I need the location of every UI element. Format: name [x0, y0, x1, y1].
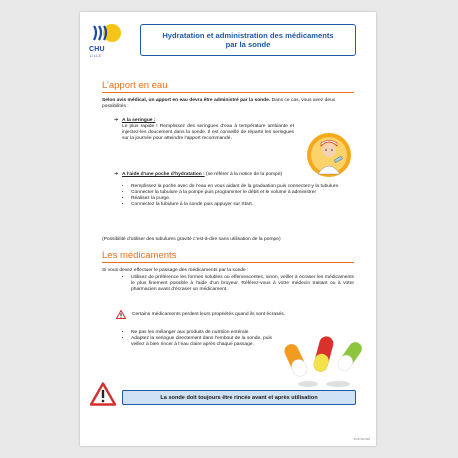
- meds-tips: [122, 330, 272, 348]
- syringe-text: Le plus rapide ! Remplissez des seringues d’eau à température ambiante et injectez-les doucement dans la sonde. Il est conseillé de répartir les seringues sur la journée pour atteindre l’apport recommandé.: [122, 124, 294, 142]
- warning-icon: [116, 310, 126, 319]
- list-item: • Utilisez de préférence les formes solubles ou effervescentes, sinon, veiller à écraser les médicaments le plus finement possible à l’aide d’un broyeur. Référez-vous à votre médecin traitant ou à votre pharmacien avant d’écraser un médicament.: [131, 275, 354, 293]
- water-intro: [102, 98, 354, 110]
- warning-icon-large: [90, 382, 116, 406]
- water-intro-bold: Selon avis médical, un apport en eau devra être administré par la sonde.: [102, 98, 271, 103]
- meds-intro: Si vous devez effectuer le passage des médicaments par la sonde :: [102, 268, 249, 273]
- list-item: • Adaptez la seringue directement dans l’embout de la sonde, puis veillez à bien rincer à l’eau claire après chaque passage.: [131, 336, 272, 348]
- pouch-note: (se référer à la notice de la pompe): [204, 172, 283, 177]
- syringe-block: [114, 118, 294, 142]
- arrow-icon: ➔: [114, 172, 119, 177]
- logo-text: CHU: [89, 46, 105, 53]
- section-heading-water: L’apport en eau: [102, 80, 354, 93]
- document-page: [80, 12, 376, 446]
- gravity-note: (Possibilité d’utiliser des tubulures gravité c’est-à-dire sans utilisation de la pompe): [102, 237, 281, 242]
- pouch-title: A l’aide d’une poche d’hydratation :: [122, 172, 205, 177]
- rinse-banner: La sonde doit toujours être rincée avant et après utilisation: [122, 390, 356, 405]
- nurse-illustration: [306, 130, 352, 180]
- meds-first-tip: [122, 275, 354, 293]
- list-item: • Connecter la tubulure à la pompe puis programmer le débit et le volume à administrer: [131, 190, 348, 196]
- section-heading-meds: Les médicaments: [102, 250, 354, 263]
- list-item: • Remplissez la poche avec de l’eau en vous aidant de la graduation puis connectez-y la tubulure.: [131, 184, 348, 190]
- list-item: • Ne pas les mélanger aux produits de nutrition entérale: [131, 330, 272, 336]
- pills-illustration: [278, 328, 366, 388]
- water-intro-rest: Dans ce cas, vous avez deux possibilités :: [102, 98, 336, 110]
- list-item: • Réalisez la purge.: [131, 196, 348, 202]
- syringe-title: A la seringue :: [122, 118, 156, 123]
- title-line-1: Hydratation et administration des médicaments: [162, 30, 334, 40]
- logo-subtext: LILLE: [90, 54, 102, 58]
- list-item: • Connectez la tubulure à la sonde puis appuyer sur Start.: [131, 202, 348, 208]
- pouch-block: [114, 172, 294, 178]
- document-title: [140, 24, 356, 56]
- arrow-icon: ➔: [114, 118, 119, 123]
- meds-warning: Certains médicaments perdent leurs propriétés quand ils sont écrasés.: [132, 312, 286, 317]
- title-line-2: par la sonde: [225, 40, 271, 49]
- document-reference: IN-STO2 004: [353, 437, 370, 441]
- pouch-steps: [122, 184, 348, 208]
